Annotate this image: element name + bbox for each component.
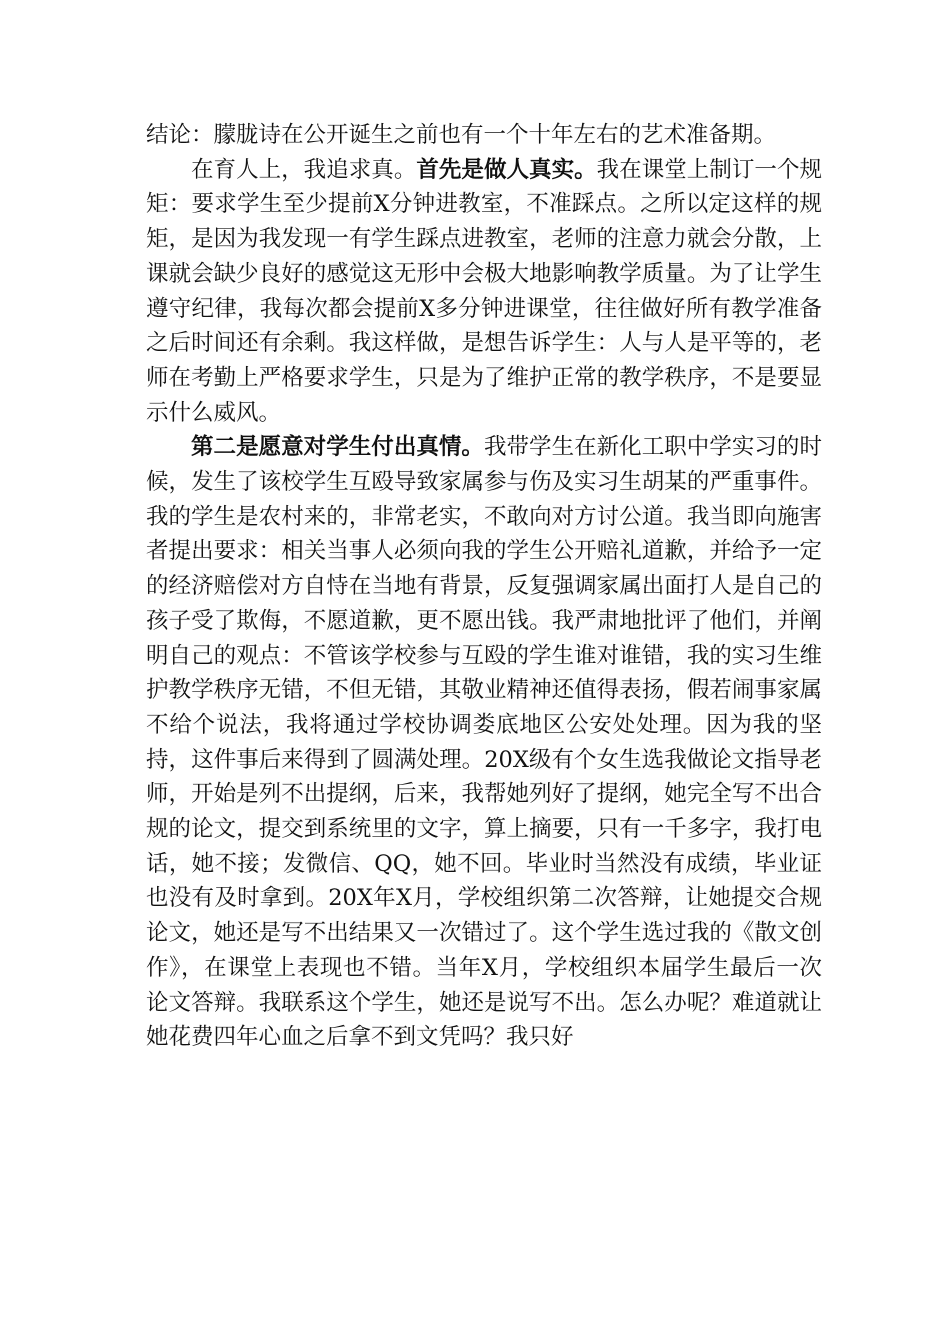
paragraph-sincerity [146, 430, 822, 1055]
document-page [146, 118, 822, 1055]
paragraph-honesty [146, 153, 822, 431]
paragraph-body: 我带学生在新化工职中学实习的时候，发生了该校学生互殴导致家属参与伤及实习生胡某的严重事件。我的学生是农村来的，非常老实，不敢向对方讨公道。我当即向施害者提出要求：相关当事人必须向我的学生公开赔礼道歉，并给予一定的经济赔偿对方自恃在当地有背景，反复强调家属出面打人是自己的孩子受了欺侮，不愿道歉，更不愿出钱。我严肃地批评了他们，并阐明自己的观点：不管该学校参与互殴的学生谁对谁错，我的实习生维护教学秩序无错，不但无错，其敬业精神还值得表扬，假若闹事家属不给个说法，我将通过学校协调娄底地区公安处处理。因为我的坚持，这件事后来得到了圆满处理。20X级有个女生选我做论文指导老师，开始是列不出提纲，后来，我帮她列好了提纲，她完全写不出合规的论文，提交到系统里的文字，算上摘要，只有一千多字，我打电话，她不接；发微信、QQ，她不回。毕业时当然没有成绩，毕业证也没有及时拿到。20X年X月，学校组织第二次答辩，让她提交合规论文，她还是写不出结果又一次错过了。这个学生选过我的《散文创作》，在课堂上表现也不错。当年X月，学校组织本届学生最后一次论文答辩。我联系这个学生，她还是说写不出。怎么办呢？难道就让她花费四年心血之后拿不到文凭吗？我只好 [146, 434, 822, 1051]
paragraph-lead: 在育人上，我追求真。 [191, 156, 417, 183]
paragraph-body: 我在课堂上制订一个规矩：要求学生至少提前X分钟进教室，不准踩点。之所以定这样的规矩，是因为我发现一有学生踩点进教室，老师的注意力就会分散，上课就会缺少良好的感觉这无形中会极大地影响教学质量。为了让学生遵守纪律，我每次都会提前X多分钟进课堂，往往做好所有教学准备之后时间还有余剩。我这样做，是想告诉学生：人与人是平等的，老师在考勤上严格要求学生，只是为了维护正常的教学秩序，不是要显示什么威风。 [146, 156, 822, 426]
paragraph-conclusion [146, 118, 822, 153]
paragraph-heading-bold: 第二是愿意对学生付出真情。 [191, 434, 484, 461]
paragraph-heading-bold: 首先是做人真实。 [416, 156, 597, 183]
paragraph-text: 结论：朦胧诗在公开诞生之前也有一个十年左右的艺术准备期。 [146, 122, 777, 148]
